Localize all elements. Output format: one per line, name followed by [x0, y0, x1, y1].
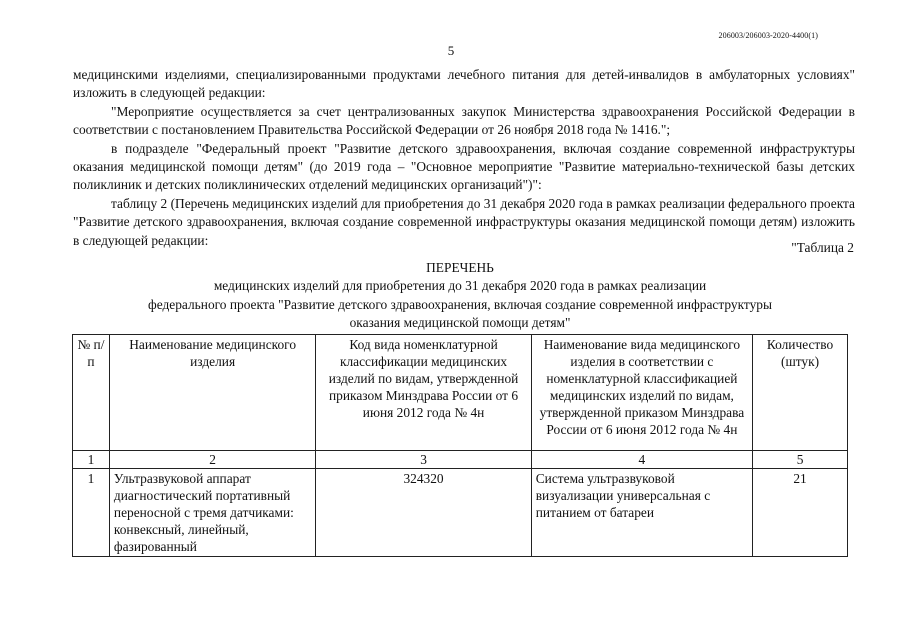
header-quantity: Количество (штук): [753, 335, 848, 451]
table-label: "Таблица 2: [791, 240, 854, 255]
column-number: 3: [316, 451, 531, 469]
row-device-name: Ультразвуковой аппарат диагностический портативный переносной с тремя датчиками: конвексный, линейный, фазированный: [109, 469, 315, 557]
header-type-name: Наименование вида медицинского изделия в соответствии с номенклатурной классификацией медицинских изделий по видам, утвержденной приказом Минздрава России от 6 июня 2012 года № 4н: [531, 335, 752, 451]
table-header-row: [73, 335, 848, 451]
row-number: 1: [73, 469, 110, 557]
table-title-line-2: медицинских изделий для приобретения до 31 декабря 2020 года в рамках реализации: [213, 278, 707, 294]
paragraph-4: таблицу 2 (Перечень медицинских изделий для приобретения до 31 декабря 2020 года в рамках реализации федерального проекта "Развитие детского здравоохранения, включая создание современной инфраструктуры оказания медицинской помощи детям) изложить в следующей редакции:: [73, 195, 855, 248]
table-title: [60, 259, 860, 333]
table-row: [73, 469, 848, 557]
row-type-name: Система ультразвуковой визуализации универсальная с питанием от батареи: [531, 469, 752, 557]
column-number: 4: [531, 451, 752, 469]
document-body: [73, 66, 855, 250]
header-number: № п/п: [73, 335, 110, 451]
column-number: 2: [109, 451, 315, 469]
table-title-line-3: федерального проекта "Развитие детского здравоохранения, включая создание современной инфраструктуры: [148, 296, 772, 312]
table-title-line-4: оказания медицинской помощи детям": [349, 315, 571, 331]
row-code: 324320: [316, 469, 531, 557]
medical-devices-table: [72, 334, 848, 557]
table-title-heading: ПЕРЕЧЕНЬ: [426, 260, 494, 275]
header-code: Код вида номенклатурной классификации медицинских изделий по видам, утвержденной приказом Минздрава России от 6 июня 2012 года № 4н: [316, 335, 531, 451]
paragraph-3: в подразделе "Федеральный проект "Развитие детского здравоохранения, включая создание современной инфраструктуры оказания медицинской помощи детям" (до 2019 года – "Основное мероприятие "Развитие материально-технической базы детских поликлиник и детских поликлинических отделений медицинских организаций")":: [73, 140, 855, 193]
table-column-numbers-row: [73, 451, 848, 469]
paragraph-2: "Мероприятие осуществляется за счет централизованных закупок Министерства здравоохранения Российской Федерации в соответствии с постановлением Правительства Российской Федерации от 26 ноября 2018 года № 1416.";: [73, 103, 855, 138]
paragraph-1: медицинскими изделиями, специализированными продуктами лечебного питания для детей-инвалидов в амбулаторных условиях" изложить в следующей редакции:: [73, 67, 855, 101]
page-number: 5: [447, 43, 455, 58]
column-number: 5: [753, 451, 848, 469]
header-device-name: Наименование медицинского изделия: [109, 335, 315, 451]
row-quantity: 21: [753, 469, 848, 557]
column-number: 1: [73, 451, 110, 469]
document-number: 206003/206003-2020-4400(1): [718, 31, 818, 40]
